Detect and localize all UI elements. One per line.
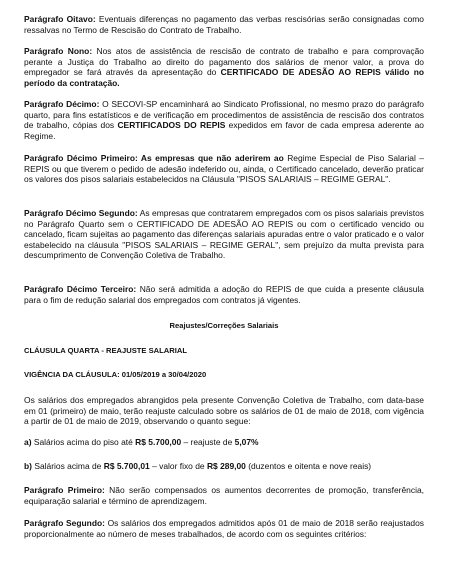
paragraph-label: Parágrafo Décimo Segundo:	[24, 208, 138, 218]
paragraph-text: As empresas que contratarem empregados com os pisos salariais previstos no Parágrafo Quarto sem o CERTIFICADO DE ADESÃO AO REPIS ou com o certificado vencido ou cancelado, ficam sujeitas ao pagamento das diferenças salariais apuradas entre o valor praticado e o valor estabelecido na cláusula "PISOS SALARIAIS – REGIME GERAL", sem prejuízo da multa prevista para descumprimento de Convenção Coletiva de Trabalho.	[24, 208, 424, 261]
item-text: (duzentos e oitenta e nove reais)	[245, 461, 372, 471]
clause-intro: Os salários dos empregados abrangidos pela presente Convenção Coletiva de Trabalho, com data-base em 01 (primeiro) de maio, terão reajuste calculado sobre os salários de 01 de maio de 2018, com vigência a partir de 01 de maio de 2019, observando o quanto segue:	[24, 395, 424, 427]
item-text: – reajuste de	[181, 437, 235, 447]
clause-validity: VIGÊNCIA DA CLÁUSULA: 01/05/2019 a 30/04/2020	[24, 370, 207, 379]
paragrafo-nono	[24, 46, 424, 88]
item-value: R$ 289,00	[206, 461, 246, 471]
paragrafo-oitavo	[24, 14, 424, 35]
paragrafo-decimo-primeiro	[24, 153, 424, 185]
item-text: – valor fixo de	[149, 461, 207, 471]
clause-title: CLÁUSULA QUARTA - REAJUSTE SALARIAL	[24, 346, 187, 355]
paragraph-text: Não será admitida a adoção do REPIS de que cuida a presente cláusula para o fim de redução salarial dos empregados com contratos já vigentes.	[24, 284, 424, 305]
paragrafo-decimo-segundo	[24, 208, 424, 261]
paragraph-label: Parágrafo Primeiro:	[24, 485, 105, 495]
paragraph-text: Os salários dos empregados admitidos após 01 de maio de 2018 serão reajustados proporcionalmente ao número de meses trabalhados, de acordo com os seguintes critérios:	[24, 518, 424, 539]
item-label: a)	[24, 437, 32, 447]
paragrafo-segundo	[24, 518, 424, 539]
paragraph-text: Nos atos de assistência de rescisão de contrato de trabalho e para comprovação perante a Justiça do Trabalho ao direito do pagamento dos salários de menor valor, a prova do empregador se fará através da apresentação do	[24, 46, 424, 78]
item-value: R$ 5.700,01	[103, 461, 150, 471]
item-a	[24, 437, 424, 448]
paragraph-label: Parágrafo Décimo Primeiro:	[24, 153, 138, 163]
paragrafo-decimo	[24, 99, 424, 141]
paragraph-label: Parágrafo Décimo Terceiro:	[24, 284, 137, 294]
item-value: 5,07%	[234, 437, 259, 447]
paragraph-text: Eventuais diferenças no pagamento das verbas rescisórias serão consignadas como ressalvas no Termo de Rescisão do Contrato de Trabalho.	[24, 14, 424, 35]
section-title: Reajustes/Correções Salariais	[169, 321, 279, 330]
paragraph-label: Parágrafo Oitavo:	[24, 14, 96, 24]
paragraph-text: expedidos em favor de cada empresa aderente ao Regime.	[24, 120, 425, 141]
paragrafo-primeiro	[24, 485, 424, 506]
paragraph-label: Parágrafo Décimo:	[24, 99, 100, 109]
paragraph-text: Regime Especial de Piso Salarial – REPIS ou que tiverem o pedido de adesão indeferido ou, ainda, o Certificado cancelado, deverão praticar os valores dos pisos salariais estabelecidos na Cláusula "PISOS SALARIAIS – REGIME GERAL".	[24, 153, 424, 185]
item-text: Salários acima do piso até	[31, 437, 136, 447]
item-b	[24, 461, 424, 472]
paragrafo-decimo-terceiro	[24, 284, 424, 305]
paragraph-label: Parágrafo Nono:	[24, 46, 93, 56]
item-text: Salários acima de	[31, 461, 104, 471]
paragraph-label: Parágrafo Segundo:	[24, 518, 105, 528]
paragraph-bold-text: CERTIFICADO DE ADESÃO AO REPIS válido no período da contratação.	[24, 67, 424, 88]
paragraph-text: O SECOVI-SP encaminhará ao Sindicato Profissional, no mesmo prazo do parágrafo quarto, para fins estatísticos e de verificação em procedimentos de assistência de rescisão dos contratos de trabalho, cópias dos	[24, 99, 424, 131]
item-value: R$ 5.700,00	[135, 437, 182, 447]
item-label: b)	[24, 461, 32, 471]
paragraph-bold-text: CERTIFICADOS DO REPIS	[117, 120, 226, 131]
paragraph-bold-text: As empresas que não aderirem ao	[137, 153, 284, 163]
paragraph-text: Não serão compensados os aumentos decorrentes de promoção, transferência, equiparação salarial e término de aprendizagem.	[24, 485, 425, 506]
